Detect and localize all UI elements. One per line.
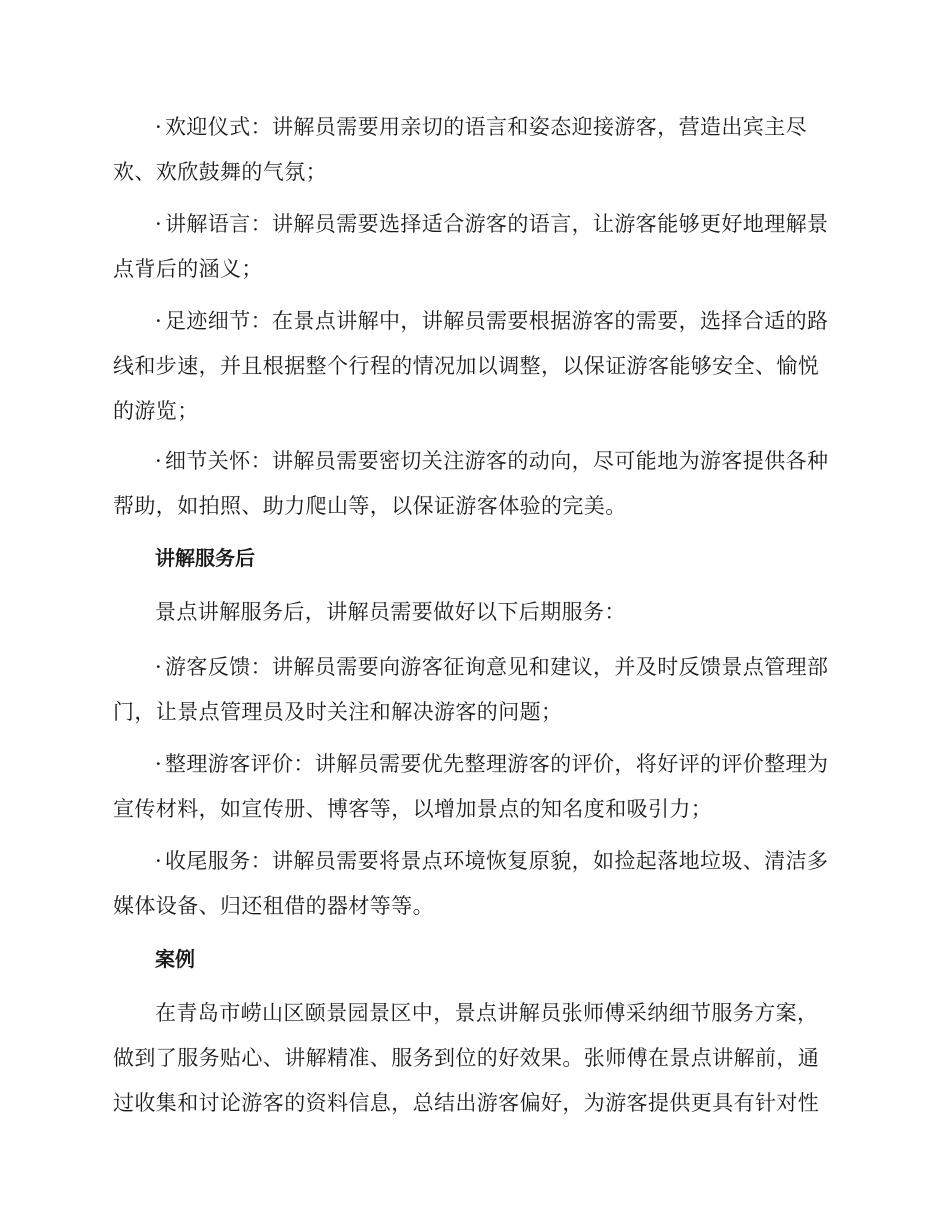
bullet-text: 整理游客评价：讲解员需要优先整理游客的评价，将好评的评价整理为宣传材料，如宣传册、博客等，以增加景点的知名度和吸引力； — [113, 752, 829, 821]
bullet-text: 讲解语言：讲解员需要选择适合游客的语言，让游客能够更好地理解景点背后的涵义； — [113, 212, 829, 281]
bullet-text: 欢迎仪式：讲解员需要用亲切的语言和姿态迎接游客，营造出宾主尽欢、欢欣鼓舞的气氛； — [113, 115, 807, 184]
bullet-route-details — [113, 299, 833, 434]
bullet-mark: · — [155, 115, 163, 139]
section-heading-case: 案例 — [155, 947, 195, 971]
case-paragraph: 在青岛市崂山区颐景园景区中，景点讲解员张师傅采纳细节服务方案，做到了服务贴心、讲解精准、服务到位的好效果。张师傅在景点讲解前，通过收集和讨论游客的资料信息，总结出游客偏好，为游客提供更具有针对性 — [113, 1001, 820, 1115]
bullet-mark: · — [155, 212, 163, 236]
bullet-organize-reviews — [113, 742, 833, 832]
bullet-welcome-ceremony — [113, 105, 833, 195]
bullet-mark: · — [155, 849, 163, 873]
bullet-text: 足迹细节：在景点讲解中，讲解员需要根据游客的需要，选择合适的路线和步速，并且根据整个行程的情况加以调整，以保证游客能够安全、愉悦的游览； — [113, 309, 829, 423]
bullet-text: 收尾服务：讲解员需要将景点环境恢复原貌，如捡起落地垃圾、清洁多媒体设备、归还租借的器材等等。 — [113, 849, 829, 918]
section-heading-after-service: 讲解服务后 — [155, 546, 255, 570]
bullet-mark: · — [155, 449, 163, 473]
bullet-mark: · — [155, 752, 163, 776]
bullet-text: 游客反馈：讲解员需要向游客征询意见和建议，并及时反馈景点管理部门，让景点管理员及时关注和解决游客的问题； — [113, 655, 829, 724]
bullet-text: 细节关怀：讲解员需要密切关注游客的动向，尽可能地为游客提供各种帮助，如拍照、助力爬山等，以保证游客体验的完美。 — [113, 449, 829, 518]
bullet-guide-language — [113, 202, 833, 292]
after-service-intro: 景点讲解服务后，讲解员需要做好以下后期服务： — [155, 600, 626, 624]
bullet-detail-care — [113, 439, 833, 529]
bullet-visitor-feedback — [113, 645, 833, 735]
bullet-closing-service — [113, 839, 833, 929]
bullet-mark: · — [155, 655, 163, 679]
bullet-mark: · — [155, 309, 163, 333]
